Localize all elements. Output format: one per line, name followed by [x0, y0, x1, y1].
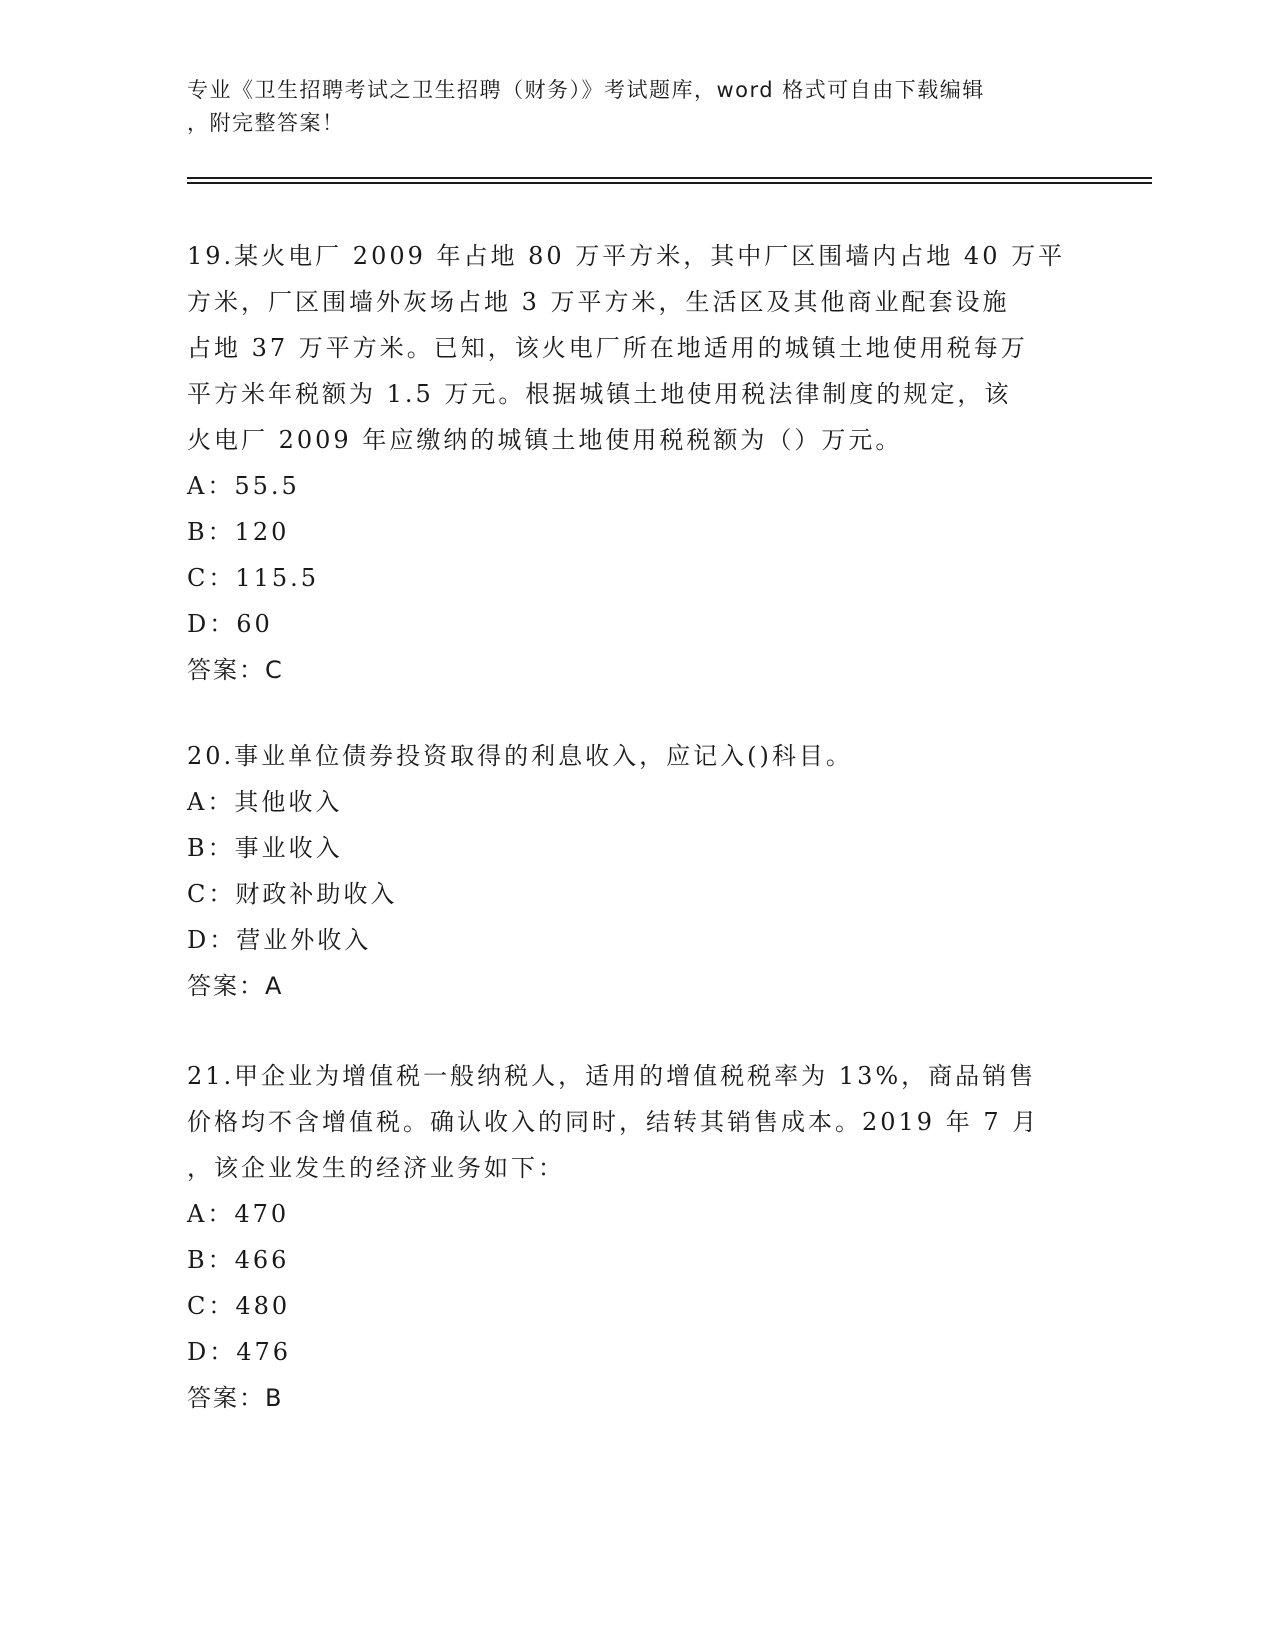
header-divider-bottom [187, 182, 1152, 184]
option-d: D：476 [187, 1338, 292, 1366]
option-d: D：60 [187, 610, 273, 638]
question-stem-line: 价格均不含增值税。确认收入的同时，结转其销售成本。2019 年 7 月 [187, 1108, 1040, 1136]
question-21 [187, 1053, 1067, 1421]
option-b: B：466 [187, 1246, 290, 1274]
question-stem-line: ，该企业发生的经济业务如下： [187, 1154, 565, 1182]
header-line: ，附完整答案！ [187, 111, 345, 135]
option-c: C：115.5 [187, 564, 320, 592]
answer-line: 答案：B [187, 1384, 284, 1412]
document-header [187, 74, 1067, 140]
option-c: C：480 [187, 1292, 291, 1320]
question-stem-line: 方米，厂区围墙外灰场占地 3 万平方米，生活区及其他商业配套设施 [187, 288, 1010, 316]
question-stem-line: 占地 37 万平方米。已知，该火电厂所在地适用的城镇土地使用税每万 [187, 334, 1028, 362]
answer-line: 答案：C [187, 656, 284, 684]
option-b: B：120 [187, 518, 290, 546]
header-divider-top [187, 177, 1152, 179]
option-b: B：事业收入 [187, 834, 343, 862]
option-d: D：营业外收入 [187, 926, 372, 954]
option-a: A：其他收入 [187, 788, 343, 816]
question-stem-line: 19.某火电厂 2009 年占地 80 万平方米，其中厂区围墙内占地 40 万平 [187, 242, 1066, 270]
question-20 [187, 733, 1067, 1009]
answer-line: 答案：A [187, 972, 284, 1000]
question-stem-line: 平方米年税额为 1.5 万元。根据城镇土地使用税法律制度的规定，该 [187, 380, 1012, 408]
question-19 [187, 233, 1067, 693]
question-stem-line: 21.甲企业为增值税一般纳税人，适用的增值税税率为 13%，商品销售 [187, 1062, 1037, 1090]
header-line: 专业《卫生招聘考试之卫生招聘（财务）》考试题库，word 格式可自由下载编辑 [187, 78, 985, 102]
question-stem-line: 20.事业单位债券投资取得的利息收入，应记入()科目。 [187, 742, 853, 770]
option-a: A：55.5 [187, 472, 300, 500]
option-a: A：470 [187, 1200, 290, 1228]
option-c: C：财政补助收入 [187, 880, 398, 908]
question-stem-line: 火电厂 2009 年应缴纳的城镇土地使用税税额为（）万元。 [187, 426, 903, 454]
